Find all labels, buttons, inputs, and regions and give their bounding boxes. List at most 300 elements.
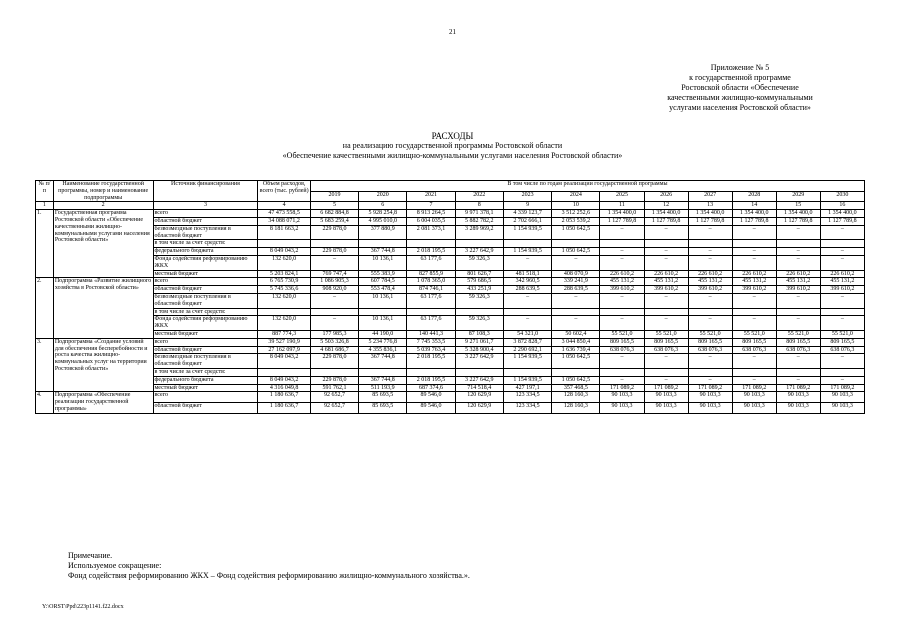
year-value-cell: 1 127 789,8 <box>820 217 864 225</box>
year-value-cell: 50 602,4 <box>552 330 600 338</box>
year-value-cell: 2 081 373,1 <box>407 225 455 240</box>
year-value-cell: 809 165,5 <box>688 338 732 346</box>
year-value-cell: 63 177,6 <box>407 255 455 270</box>
year-value-cell <box>310 240 358 248</box>
row-number: 3. <box>36 338 54 392</box>
year-header: 2021 <box>407 191 455 202</box>
year-value-cell: 455 131,2 <box>732 278 776 286</box>
year-value-cell: 3 227 642,9 <box>455 376 503 384</box>
year-value-cell <box>310 308 358 316</box>
year-value-cell: 433 251,9 <box>455 286 503 294</box>
year-value-cell: 908 920,0 <box>310 286 358 294</box>
funding-source: местный бюджет <box>153 270 258 278</box>
year-value-cell: – <box>688 354 732 369</box>
year-value-cell: – <box>644 225 688 240</box>
year-value-cell: 229 878,0 <box>310 376 358 384</box>
year-value-cell: – <box>688 255 732 270</box>
year-value-cell: 2 018 195,5 <box>407 248 455 256</box>
total-cell: 132 620,0 <box>258 293 310 308</box>
year-value-cell: – <box>600 248 644 256</box>
funding-source: всего <box>153 278 258 286</box>
year-value-cell: 90 103,3 <box>688 403 732 414</box>
year-value-cell: – <box>688 376 732 384</box>
year-value-cell <box>503 308 551 316</box>
year-value-cell: 714 518,4 <box>455 384 503 392</box>
year-value-cell: – <box>732 376 776 384</box>
year-value-cell: 367 744,8 <box>359 248 407 256</box>
year-value-cell: – <box>776 376 820 384</box>
year-value-cell: 5 683 259,4 <box>310 217 358 225</box>
total-cell: 887 774,3 <box>258 330 310 338</box>
year-value-cell: – <box>820 316 864 331</box>
year-value-cell: 809 165,5 <box>732 338 776 346</box>
year-value-cell <box>732 240 776 248</box>
col-header-years-group: В том числе по годам реализации государственной программы <box>310 181 864 192</box>
funding-source: всего <box>153 210 258 218</box>
year-value-cell: 769 747,4 <box>310 270 358 278</box>
year-value-cell: 638 076,3 <box>600 346 644 354</box>
year-value-cell: 171 089,2 <box>820 384 864 392</box>
year-value-cell: 1 354 400,0 <box>644 210 688 218</box>
year-value-cell: 399 610,2 <box>644 286 688 294</box>
year-value-cell: – <box>776 248 820 256</box>
total-cell: 6 765 730,9 <box>258 278 310 286</box>
funding-source: федерального бюджета <box>153 376 258 384</box>
column-index-cell: 4 <box>258 202 310 210</box>
year-value-cell: – <box>732 354 776 369</box>
file-path-footer: Y:\ORST\Ppd\223p1141.f22.docx <box>42 604 124 610</box>
year-value-cell: 8 913 264,5 <box>407 210 455 218</box>
year-value-cell: 9 271 061,7 <box>455 338 503 346</box>
total-cell: 8 049 043,2 <box>258 354 310 369</box>
year-value-cell <box>732 368 776 376</box>
year-value-cell: – <box>820 293 864 308</box>
year-value-cell: 809 165,5 <box>600 338 644 346</box>
year-value-cell: 229 878,0 <box>310 248 358 256</box>
year-value-cell: 55 521,0 <box>600 330 644 338</box>
year-value-cell <box>407 308 455 316</box>
year-value-cell: 59 326,3 <box>455 255 503 270</box>
year-value-cell: 1 154 939,5 <box>503 248 551 256</box>
year-value-cell: 1 354 400,0 <box>776 210 820 218</box>
table-row <box>36 278 865 286</box>
year-value-cell: 591 762,1 <box>310 384 358 392</box>
year-value-cell <box>732 308 776 316</box>
year-value-cell: 3 872 828,7 <box>503 338 551 346</box>
table-row <box>36 384 865 392</box>
year-value-cell: 399 610,2 <box>600 286 644 294</box>
column-index-cell: 3 <box>153 202 258 210</box>
year-value-cell: – <box>600 293 644 308</box>
year-value-cell: 85 693,5 <box>359 392 407 403</box>
year-value-cell: – <box>732 248 776 256</box>
year-value-cell: – <box>732 316 776 331</box>
total-cell: 8 181 663,2 <box>258 225 310 240</box>
total-cell: 8 049 043,2 <box>258 248 310 256</box>
year-header: 2028 <box>732 191 776 202</box>
year-value-cell: 3 044 850,4 <box>552 338 600 346</box>
year-value-cell: 55 521,0 <box>776 330 820 338</box>
year-value-cell: 140 441,3 <box>407 330 455 338</box>
table-row <box>36 240 865 248</box>
year-value-cell: – <box>600 316 644 331</box>
year-value-cell <box>820 308 864 316</box>
year-value-cell: – <box>552 255 600 270</box>
year-value-cell: 87 108,3 <box>455 330 503 338</box>
funding-source: безвозмездные поступления в областной бюджет <box>153 293 258 308</box>
funding-source: безвозмездные поступления в областной бюджет <box>153 354 258 369</box>
table-row <box>36 368 865 376</box>
column-index-cell: 16 <box>820 202 864 210</box>
page-number: 21 <box>449 28 456 36</box>
year-value-cell: 579 686,5 <box>455 278 503 286</box>
year-value-cell: 6 004 035,5 <box>407 217 455 225</box>
year-value-cell: 90 103,3 <box>776 392 820 403</box>
year-value-cell <box>600 368 644 376</box>
year-value-cell <box>310 368 358 376</box>
funding-source: местный бюджет <box>153 330 258 338</box>
year-value-cell <box>407 240 455 248</box>
year-value-cell: 4 681 686,7 <box>310 346 358 354</box>
year-value-cell: 171 089,2 <box>732 384 776 392</box>
year-value-cell: – <box>688 225 732 240</box>
year-header: 2022 <box>455 191 503 202</box>
total-cell: 132 620,0 <box>258 316 310 331</box>
year-value-cell: – <box>820 376 864 384</box>
year-value-cell: – <box>503 293 551 308</box>
year-value-cell: 553 478,4 <box>359 286 407 294</box>
year-value-cell: 226 610,2 <box>820 270 864 278</box>
year-value-cell: 1 127 789,8 <box>688 217 732 225</box>
year-value-cell: 55 521,0 <box>820 330 864 338</box>
year-value-cell: – <box>503 255 551 270</box>
table-row <box>36 308 865 316</box>
funding-source: всего <box>153 338 258 346</box>
year-value-cell: 5 039 763,4 <box>407 346 455 354</box>
table-row <box>36 225 865 240</box>
col-header-num: № п/п <box>36 181 54 202</box>
year-value-cell: – <box>820 248 864 256</box>
total-cell: 132 620,0 <box>258 255 310 270</box>
total-cell: 4 316 049,8 <box>258 384 310 392</box>
year-value-cell: 399 610,2 <box>776 286 820 294</box>
col-header-total: Объем расходов, всего (тыс. рублей) <box>258 181 310 202</box>
funding-source: Фонда содействия реформированию ЖКХ <box>153 316 258 331</box>
year-value-cell: 9 971 378,1 <box>455 210 503 218</box>
col-header-name: Наименование государственной программы, номер и наименование подпрограммы <box>53 181 153 202</box>
year-value-cell: 1 050 642,5 <box>552 248 600 256</box>
expenses-table <box>35 180 865 414</box>
table-row <box>36 338 865 346</box>
year-value-cell: 10 136,1 <box>359 255 407 270</box>
year-value-cell: 399 610,2 <box>820 286 864 294</box>
year-header: 2019 <box>310 191 358 202</box>
year-value-cell: 827 855,9 <box>407 270 455 278</box>
column-index-cell: 10 <box>552 202 600 210</box>
year-value-cell: – <box>820 225 864 240</box>
year-value-cell <box>688 368 732 376</box>
year-value-cell: 90 103,3 <box>776 403 820 414</box>
year-value-cell: – <box>503 316 551 331</box>
year-value-cell: 1 050 642,5 <box>552 376 600 384</box>
column-index-row <box>36 202 865 210</box>
year-value-cell: 4 339 123,7 <box>503 210 551 218</box>
year-value-cell: 5 234 776,8 <box>359 338 407 346</box>
total-cell <box>258 240 310 248</box>
year-value-cell <box>552 368 600 376</box>
year-value-cell: 638 076,3 <box>732 346 776 354</box>
year-value-cell: 120 629,9 <box>455 392 503 403</box>
row-number: 1. <box>36 210 54 278</box>
year-header: 2024 <box>552 191 600 202</box>
year-value-cell: 63 177,6 <box>407 293 455 308</box>
total-cell: 39 527 190,9 <box>258 338 310 346</box>
year-value-cell <box>820 368 864 376</box>
year-value-cell <box>552 308 600 316</box>
year-value-cell: 638 076,3 <box>644 346 688 354</box>
year-value-cell <box>552 240 600 248</box>
total-cell: 5 745 336,6 <box>258 286 310 294</box>
total-cell: 34 088 071,2 <box>258 217 310 225</box>
year-value-cell: 801 626,7 <box>455 270 503 278</box>
year-value-cell: 7 745 353,5 <box>407 338 455 346</box>
year-value-cell <box>600 240 644 248</box>
column-index-cell: 7 <box>407 202 455 210</box>
year-value-cell: 226 610,2 <box>688 270 732 278</box>
table-row <box>36 217 865 225</box>
year-value-cell: 455 131,2 <box>688 278 732 286</box>
column-index-cell: 13 <box>688 202 732 210</box>
year-value-cell: 54 321,0 <box>503 330 551 338</box>
funding-source: областной бюджет <box>153 403 258 414</box>
year-value-cell: 92 652,7 <box>310 403 358 414</box>
year-value-cell: 63 177,6 <box>407 316 455 331</box>
year-value-cell <box>644 240 688 248</box>
year-value-cell: 288 639,5 <box>552 286 600 294</box>
column-index-cell: 12 <box>644 202 688 210</box>
year-value-cell: 1 086 905,3 <box>310 278 358 286</box>
year-value-cell: 171 089,2 <box>644 384 688 392</box>
table-row <box>36 403 865 414</box>
program-name: Подпрограмма «Создание условий для обеспечения бесперебойности и роста качества жилищно-коммунальных услуг на территории Ростовской области» <box>53 338 153 392</box>
year-value-cell: 399 610,2 <box>688 286 732 294</box>
year-value-cell: 55 521,0 <box>732 330 776 338</box>
year-value-cell: – <box>552 293 600 308</box>
year-value-cell: 226 610,2 <box>776 270 820 278</box>
column-index-cell: 1 <box>36 202 54 210</box>
title-line: «Обеспечение качественными жилищно-коммунальными услугами населения Ростовской области» <box>282 151 623 160</box>
year-value-cell: 367 744,8 <box>359 376 407 384</box>
year-value-cell: 455 131,2 <box>776 278 820 286</box>
year-value-cell: 90 103,3 <box>688 392 732 403</box>
year-value-cell: 89 546,0 <box>407 392 455 403</box>
year-value-cell: 1 354 400,0 <box>820 210 864 218</box>
appendix-line: Приложение № 5 <box>710 63 770 72</box>
table-row <box>36 346 865 354</box>
year-value-cell <box>820 240 864 248</box>
year-value-cell: 90 103,3 <box>732 392 776 403</box>
year-value-cell: – <box>776 225 820 240</box>
year-value-cell: 5 328 900,4 <box>455 346 503 354</box>
year-value-cell: 4 995 010,0 <box>359 217 407 225</box>
year-value-cell: 455 131,2 <box>820 278 864 286</box>
year-value-cell: 809 165,5 <box>820 338 864 346</box>
year-value-cell: – <box>644 248 688 256</box>
year-value-cell: 1 354 400,0 <box>600 210 644 218</box>
appendix-line: Ростовской области «Обеспечение <box>681 83 799 92</box>
year-value-cell: 1 127 789,8 <box>776 217 820 225</box>
year-header: 2025 <box>600 191 644 202</box>
table-row <box>36 376 865 384</box>
year-value-cell: 10 136,1 <box>359 316 407 331</box>
year-value-cell: 2 053 539,2 <box>552 217 600 225</box>
year-value-cell: 1 050 642,5 <box>552 354 600 369</box>
year-value-cell: 1 078 365,0 <box>407 278 455 286</box>
year-value-cell <box>600 308 644 316</box>
year-value-cell <box>688 308 732 316</box>
table-row <box>36 270 865 278</box>
year-value-cell: 89 546,0 <box>407 403 455 414</box>
year-value-cell: 511 193,9 <box>359 384 407 392</box>
note-line: Используемое сокращение: <box>68 561 162 570</box>
total-cell <box>258 308 310 316</box>
year-value-cell: – <box>310 255 358 270</box>
year-header: 2023 <box>503 191 551 202</box>
year-value-cell: 455 131,2 <box>600 278 644 286</box>
column-index-cell: 5 <box>310 202 358 210</box>
year-value-cell <box>644 368 688 376</box>
year-value-cell: – <box>732 225 776 240</box>
year-value-cell: 120 629,9 <box>455 403 503 414</box>
year-value-cell: – <box>776 354 820 369</box>
note-line: Фонд содействия реформированию ЖКХ – Фонд содействия реформированию жилищно-коммунального хозяйства.». <box>68 571 470 580</box>
year-value-cell: 1 050 642,5 <box>552 225 600 240</box>
year-value-cell <box>359 308 407 316</box>
year-value-cell: 3 289 969,2 <box>455 225 503 240</box>
funding-source: всего <box>153 392 258 403</box>
year-value-cell: – <box>820 354 864 369</box>
year-value-cell <box>688 240 732 248</box>
funding-source: местный бюджет <box>153 384 258 392</box>
year-value-cell: 357 468,5 <box>552 384 600 392</box>
funding-source: в том числе за счет средств: <box>153 368 258 376</box>
year-value-cell: – <box>552 316 600 331</box>
table-row <box>36 354 865 369</box>
funding-source: федерального бюджета <box>153 248 258 256</box>
year-value-cell: 1 154 939,5 <box>503 225 551 240</box>
year-value-cell: 874 746,1 <box>407 286 455 294</box>
program-name: Подпрограмма «Развитие жилищного хозяйства в Ростовской области» <box>53 278 153 338</box>
year-value-cell: 3 512 252,6 <box>552 210 600 218</box>
year-value-cell: 55 521,0 <box>644 330 688 338</box>
column-index-cell: 8 <box>455 202 503 210</box>
year-value-cell: 4 355 836,1 <box>359 346 407 354</box>
total-cell: 47 473 558,5 <box>258 210 310 218</box>
year-value-cell: 229 878,0 <box>310 225 358 240</box>
total-cell <box>258 368 310 376</box>
year-value-cell: 3 227 642,9 <box>455 248 503 256</box>
table-row <box>36 293 865 308</box>
year-value-cell: 226 610,2 <box>732 270 776 278</box>
year-value-cell: 123 334,5 <box>503 403 551 414</box>
year-value-cell <box>776 240 820 248</box>
year-value-cell: 638 076,3 <box>688 346 732 354</box>
funding-source: безвозмездные поступления в областной бюджет <box>153 225 258 240</box>
column-index-cell: 15 <box>776 202 820 210</box>
year-value-cell <box>644 308 688 316</box>
year-value-cell: 123 334,5 <box>503 392 551 403</box>
document-title <box>0 131 905 161</box>
table-row <box>36 330 865 338</box>
year-value-cell: 171 089,2 <box>600 384 644 392</box>
year-value-cell: – <box>310 316 358 331</box>
year-value-cell: 85 693,5 <box>359 403 407 414</box>
total-cell: 5 203 824,1 <box>258 270 310 278</box>
total-cell: 8 049 043,2 <box>258 376 310 384</box>
row-number: 2. <box>36 278 54 338</box>
year-value-cell: 638 076,3 <box>820 346 864 354</box>
year-value-cell: 1 154 939,5 <box>503 376 551 384</box>
year-value-cell: 59 326,3 <box>455 316 503 331</box>
table-row <box>36 286 865 294</box>
year-value-cell: 90 103,3 <box>600 392 644 403</box>
year-value-cell: – <box>310 293 358 308</box>
year-value-cell: – <box>644 316 688 331</box>
notes <box>68 551 470 581</box>
year-value-cell: 90 103,3 <box>732 403 776 414</box>
year-value-cell <box>503 368 551 376</box>
column-index-cell: 6 <box>359 202 407 210</box>
year-value-cell: 2 290 692,1 <box>503 346 551 354</box>
year-value-cell: 339 241,9 <box>552 278 600 286</box>
year-value-cell: – <box>600 376 644 384</box>
year-value-cell: 427 197,1 <box>503 384 551 392</box>
year-value-cell: 3 227 642,9 <box>455 354 503 369</box>
year-value-cell: 342 960,5 <box>503 278 551 286</box>
year-value-cell: – <box>644 376 688 384</box>
year-value-cell: 2 702 666,1 <box>503 217 551 225</box>
year-value-cell: – <box>688 248 732 256</box>
funding-source: областной бюджет <box>153 217 258 225</box>
funding-source: в том числе за счет средств: <box>153 308 258 316</box>
year-value-cell: – <box>644 354 688 369</box>
year-value-cell: 288 639,5 <box>503 286 551 294</box>
year-value-cell: 5 882 782,2 <box>455 217 503 225</box>
year-value-cell <box>359 368 407 376</box>
year-value-cell: 1 127 789,8 <box>600 217 644 225</box>
year-value-cell: 171 089,2 <box>776 384 820 392</box>
year-value-cell: 1 354 400,0 <box>688 210 732 218</box>
year-value-cell: 455 131,2 <box>644 278 688 286</box>
year-value-cell <box>407 368 455 376</box>
year-value-cell: – <box>644 293 688 308</box>
total-cell: 1 180 636,7 <box>258 392 310 403</box>
year-value-cell <box>455 308 503 316</box>
year-header: 2026 <box>644 191 688 202</box>
title-line: на реализацию государственной программы Ростовской области <box>342 141 563 150</box>
year-value-cell: 1 636 739,4 <box>552 346 600 354</box>
year-value-cell: 226 610,2 <box>600 270 644 278</box>
column-index-cell: 14 <box>732 202 776 210</box>
table-row <box>36 255 865 270</box>
year-value-cell: 607 784,5 <box>359 278 407 286</box>
funding-source: Фонда содействия реформированию ЖКХ <box>153 255 258 270</box>
year-value-cell: 2 018 195,5 <box>407 376 455 384</box>
year-value-cell: 90 103,3 <box>644 403 688 414</box>
year-value-cell: 1 127 789,8 <box>732 217 776 225</box>
year-value-cell <box>503 240 551 248</box>
year-value-cell: – <box>776 293 820 308</box>
